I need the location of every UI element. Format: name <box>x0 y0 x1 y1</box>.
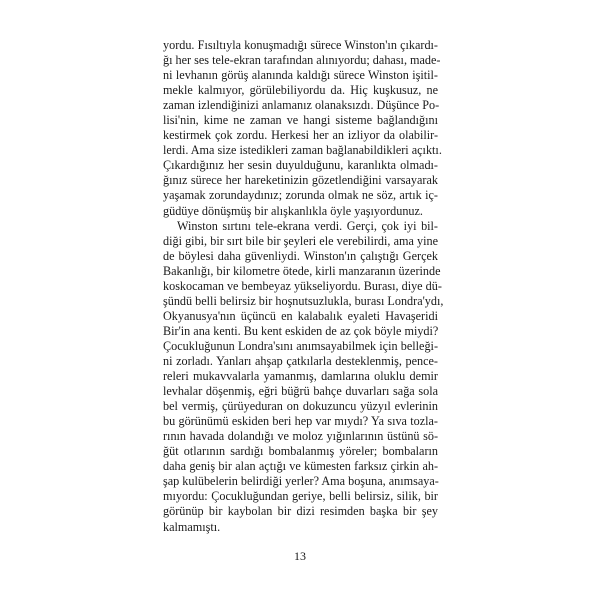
text-line: de böylesi daha güvenliydi. Winston'ın çalıştığı Gerçek <box>163 248 438 263</box>
text-line: releri mukavvalarla yamanmış, damlarına oluklu demir <box>163 369 438 384</box>
text-line: yordu. Fısıltıyla konuşmadığı sürece Winston'ın çıkardı- <box>163 38 438 52</box>
text-line: lerdi. Ama size istedikleri zaman bağlanabildikleri açıktı. <box>163 143 442 158</box>
text-line: görünüp bir kaybolan bir dizi resimden başka bir şey <box>163 504 438 519</box>
text-line: diği gibi, bir sırt bile bir şeyleri ele verebilirdi, ama yine <box>163 233 438 248</box>
text-line: mıyordu: Çocukluğundan geriye, belli belirsiz, silik, bir <box>163 489 438 504</box>
text-line: bu görünümü eskiden beri hep var mıydı? Ya sıva tozla- <box>163 414 438 429</box>
text-line: Bir'in ana kenti. Bu kent eskiden de az çok böyle miydi? <box>163 323 439 338</box>
text-line: rının havada dolandığı ve moloz yığınlarının üstünü sö- <box>163 429 438 444</box>
text-line: kestirmek çok zordu. Herkesi her an izliyor da olabilir- <box>163 128 438 143</box>
text-line: şap kulübelerin belirdiği yerler? Ama boşuna, anımsaya- <box>163 474 439 489</box>
paragraph-1 <box>163 38 442 219</box>
text-line: bel vermiş, çürüyeduran on dokuzuncu yüzyıl evlerinin <box>163 399 438 414</box>
text-line: zaman izlendiğinizi anlamanız olanaksızdı. Düşünce Po- <box>163 98 440 113</box>
text-line: lisi'nin, kime ne zaman ve hangi sisteme bağlandığını <box>163 113 438 128</box>
text-line: Bakanlığı, bir kilometre ötede, kirli manzaranın üzerinde <box>163 263 441 278</box>
text-line: şündü belli belirsiz bir hoşnutsuzlukla, burası Londra'ydı, <box>163 293 444 308</box>
text-line: ni levhanın görüş alanında kaldığı sürece Winston işitil- <box>163 68 438 83</box>
text-line: koskocaman ve bembeyaz yükseliyordu. Burası, diye dü- <box>163 278 442 293</box>
text-line: ğüt otlarının sardığı bombalanmış yöreler; bombaların <box>163 444 438 459</box>
text-line: Winston sırtını tele-ekrana verdi. Gerçi, çok iyi bil- <box>177 218 438 233</box>
text-line: mekle kalmıyor, görülebiliyordu da. Hiç kuşkusuz, ne <box>163 83 438 98</box>
body-text <box>163 38 444 535</box>
text-line: ni zorladı. Yanları ahşap çatkılarla desteklenmiş, pence- <box>163 353 438 368</box>
text-line: yaşamak zorundaydınız; zorunda olmak ne söz, artık iç- <box>163 188 438 203</box>
text-line: Okyanusya'nın üçüncü en kalabalık eyaleti Havaşeridi <box>163 308 438 323</box>
text-line: kalmamıştı. <box>163 519 221 534</box>
text-line: güdüye dönüşmüş bir alışkanlıkla öyle yaşıyordunuz. <box>163 203 423 218</box>
page-number: 13 <box>294 549 306 563</box>
text-line: ğınız sürece her hareketinizin gözetlendiğini varsayarak <box>163 173 438 188</box>
text-line: daha geniş bir alan açtığı ve kümesten farksız çirkin ah- <box>163 459 438 474</box>
paragraph-2 <box>163 218 444 535</box>
text-line: levhalar döşenmiş, eğri büğrü bahçe duvarları sağa sola <box>163 384 438 399</box>
text-line: ğı her ses tele-ekran tarafından alınıyordu; dahası, made- <box>163 53 441 68</box>
text-line: Çocukluğunun Londra'sını anımsayabilmek için belleği- <box>163 338 438 353</box>
text-line: Çıkardığınız her sesin duyulduğunu, karanlıkta olmadı- <box>163 158 438 173</box>
